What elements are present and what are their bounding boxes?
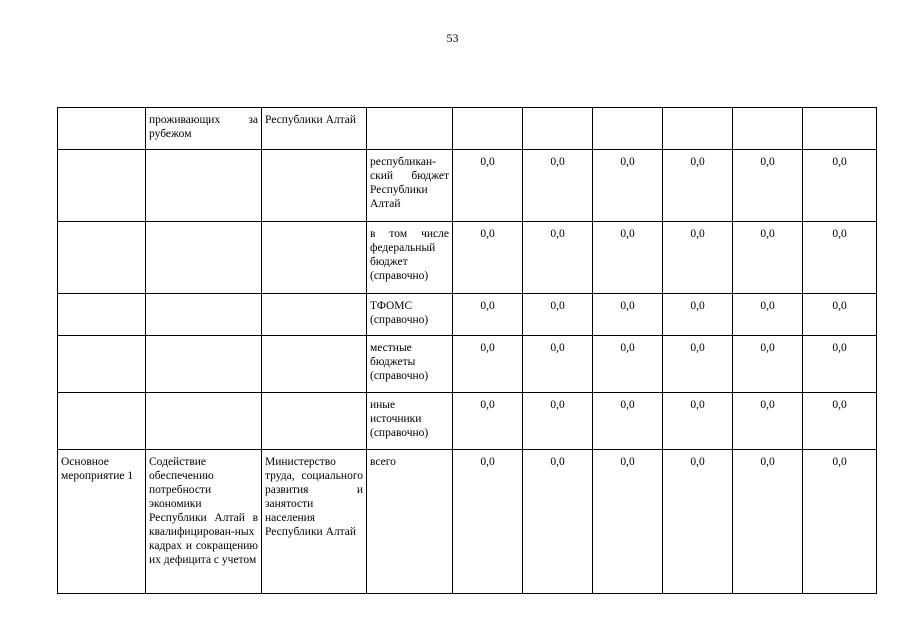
executor-cell xyxy=(262,108,367,150)
value-cell xyxy=(453,108,523,150)
funding-source-cell-text: всего xyxy=(370,456,396,468)
value-cell: 0,0 xyxy=(733,336,803,393)
value-cell: 0,0 xyxy=(523,336,593,393)
activity-cell-text: Основное мероприятие 1 xyxy=(61,456,134,482)
value-cell xyxy=(733,108,803,150)
funding-source-cell xyxy=(367,393,453,450)
activity-cell xyxy=(58,150,146,222)
value-cell: 0,0 xyxy=(803,336,877,393)
value-cell: 0,0 xyxy=(803,294,877,336)
table-row xyxy=(58,450,877,594)
table-row xyxy=(58,294,877,336)
description-cell xyxy=(146,150,262,222)
activity-cell xyxy=(58,393,146,450)
value-cell: 0,0 xyxy=(453,150,523,222)
page-number: 53 xyxy=(446,31,459,45)
funding-source-cell-text: ТФОМС (справочно) xyxy=(370,300,429,326)
funding-source-cell-text: республикан-ский бюджет Республики Алтай xyxy=(370,156,449,210)
value-cell: 0,0 xyxy=(733,294,803,336)
table-row xyxy=(58,393,877,450)
funding-source-cell xyxy=(367,336,453,393)
value-cell: 0,0 xyxy=(593,294,663,336)
value-cell: 0,0 xyxy=(593,336,663,393)
value-cell xyxy=(663,108,733,150)
value-cell: 0,0 xyxy=(803,450,877,594)
value-cell: 0,0 xyxy=(663,450,733,594)
funding-source-cell xyxy=(367,222,453,294)
value-cell: 0,0 xyxy=(523,150,593,222)
executor-cell-text: Министерство труда, социального развития и занятости населения Республики Алтай xyxy=(265,456,363,538)
budget-table xyxy=(57,107,877,594)
executor-cell xyxy=(262,150,367,222)
value-cell: 0,0 xyxy=(453,222,523,294)
value-cell: 0,0 xyxy=(663,393,733,450)
value-cell: 0,0 xyxy=(733,150,803,222)
value-cell: 0,0 xyxy=(663,336,733,393)
executor-cell xyxy=(262,294,367,336)
table-row xyxy=(58,336,877,393)
funding-source-cell xyxy=(367,108,453,150)
value-cell: 0,0 xyxy=(733,222,803,294)
table-row xyxy=(58,222,877,294)
value-cell: 0,0 xyxy=(593,450,663,594)
description-cell xyxy=(146,450,262,594)
value-cell: 0,0 xyxy=(803,150,877,222)
value-cell: 0,0 xyxy=(803,222,877,294)
value-cell: 0,0 xyxy=(523,393,593,450)
description-cell-text: проживающих за рубежом xyxy=(149,114,258,140)
value-cell: 0,0 xyxy=(453,393,523,450)
value-cell: 0,0 xyxy=(453,336,523,393)
executor-cell xyxy=(262,450,367,594)
value-cell: 0,0 xyxy=(453,294,523,336)
executor-cell xyxy=(262,393,367,450)
funding-source-cell-text: иные источники (справочно) xyxy=(370,399,429,439)
funding-source-cell-text: в том числе федеральный бюджет (справочно) xyxy=(370,228,449,282)
value-cell: 0,0 xyxy=(523,450,593,594)
value-cell: 0,0 xyxy=(593,222,663,294)
value-cell: 0,0 xyxy=(523,222,593,294)
activity-cell xyxy=(58,294,146,336)
value-cell: 0,0 xyxy=(593,150,663,222)
value-cell: 0,0 xyxy=(803,393,877,450)
description-cell xyxy=(146,393,262,450)
value-cell: 0,0 xyxy=(733,450,803,594)
value-cell: 0,0 xyxy=(663,150,733,222)
activity-cell xyxy=(58,336,146,393)
table-row xyxy=(58,150,877,222)
table-row xyxy=(58,108,877,150)
executor-cell-text: Республики Алтай xyxy=(265,114,357,126)
executor-cell xyxy=(262,222,367,294)
value-cell: 0,0 xyxy=(523,294,593,336)
funding-source-cell xyxy=(367,294,453,336)
description-cell xyxy=(146,336,262,393)
activity-cell xyxy=(58,450,146,594)
funding-source-cell-text: местные бюджеты (справочно) xyxy=(370,342,429,382)
value-cell: 0,0 xyxy=(663,222,733,294)
funding-source-cell xyxy=(367,150,453,222)
executor-cell xyxy=(262,336,367,393)
description-cell xyxy=(146,222,262,294)
value-cell xyxy=(593,108,663,150)
value-cell xyxy=(523,108,593,150)
value-cell: 0,0 xyxy=(733,393,803,450)
value-cell: 0,0 xyxy=(663,294,733,336)
description-cell xyxy=(146,108,262,150)
value-cell xyxy=(803,108,877,150)
value-cell: 0,0 xyxy=(453,450,523,594)
funding-source-cell xyxy=(367,450,453,594)
activity-cell xyxy=(58,222,146,294)
activity-cell xyxy=(58,108,146,150)
value-cell: 0,0 xyxy=(593,393,663,450)
description-cell xyxy=(146,294,262,336)
description-cell-text: Содействие обеспечению потребности экономики Республики Алтай в квалифицирован-ных кадрах и сокращению их дефицита с учетом xyxy=(149,456,258,566)
